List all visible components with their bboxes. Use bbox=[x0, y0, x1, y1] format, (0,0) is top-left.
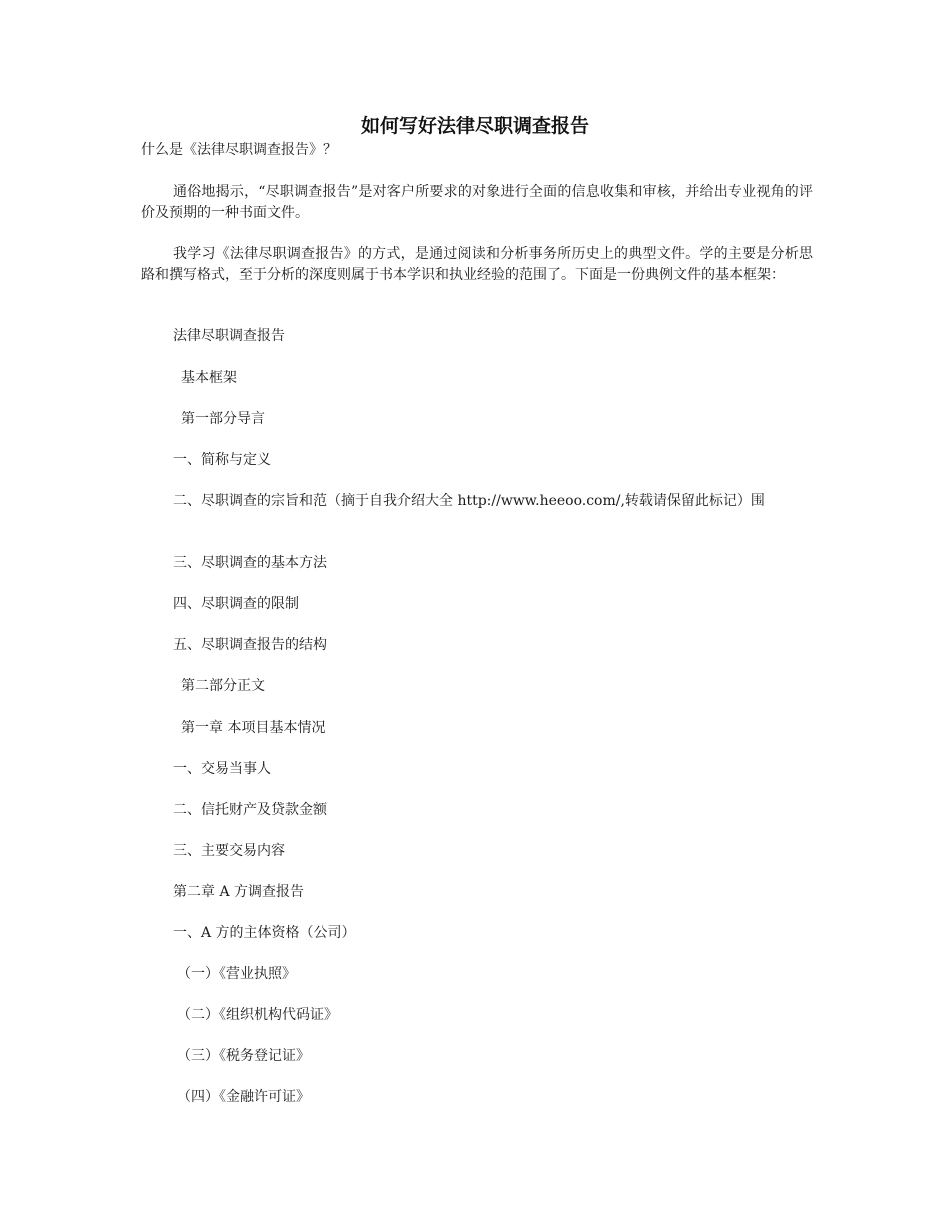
intro-question: 什么是《法律尽职调查报告》？ bbox=[141, 142, 337, 158]
outline-item: 一、交易当事人 bbox=[173, 761, 271, 777]
certificate-item: （二）《组织机构代码证》 bbox=[177, 1007, 338, 1023]
outline-item: 五、尽职调查报告的结构 bbox=[173, 637, 327, 653]
paragraph-definition: 通俗地揭示，“尽职调查报告”是对客户所要求的对象进行全面的信息收集和审核，并给出专业视角的评价及预期的一种书面文件。 bbox=[141, 184, 813, 221]
certificate-item: （四）《金融许可证》 bbox=[177, 1089, 310, 1105]
outline-part-2: 第二部分正文 bbox=[181, 678, 265, 694]
outline-item-with-link: 二、尽职调查的宗旨和范（摘于自我介绍大全 http://www.heeoo.com/,转载请保留此标记）围 bbox=[173, 493, 765, 509]
paragraph-method: 我学习《法律尽职调查报告》的方式，是通过阅读和分析事务所历史上的典型文件。学的主要是分析思路和撰写格式，至于分析的深度则属于书本学识和执业经验的范围了。下面是一份典例文件的基本框架： bbox=[141, 246, 813, 283]
outline-item: 三、尽职调查的基本方法 bbox=[173, 555, 327, 571]
outline-chapter-1: 第一章 本项目基本情况 bbox=[181, 720, 326, 736]
outline-chapter-2: 第二章 A 方调查报告 bbox=[173, 884, 305, 900]
outline-item: 一、A 方的主体资格（公司） bbox=[173, 925, 356, 941]
outline-item: 一、简称与定义 bbox=[173, 452, 271, 468]
outline-item: 二、信托财产及贷款金额 bbox=[173, 802, 327, 818]
outline-part-1: 第一部分导言 bbox=[181, 411, 265, 427]
outline-item: 四、尽职调查的限制 bbox=[173, 596, 299, 612]
outline-heading: 法律尽职调查报告 bbox=[173, 328, 285, 344]
outline-subheading: 基本框架 bbox=[181, 370, 237, 386]
outline-item: 三、主要交易内容 bbox=[173, 843, 285, 859]
document-title: 如何写好法律尽职调查报告 bbox=[360, 115, 589, 137]
certificate-item: （一）《营业执照》 bbox=[177, 966, 296, 982]
certificate-item: （三）《税务登记证》 bbox=[177, 1048, 310, 1064]
